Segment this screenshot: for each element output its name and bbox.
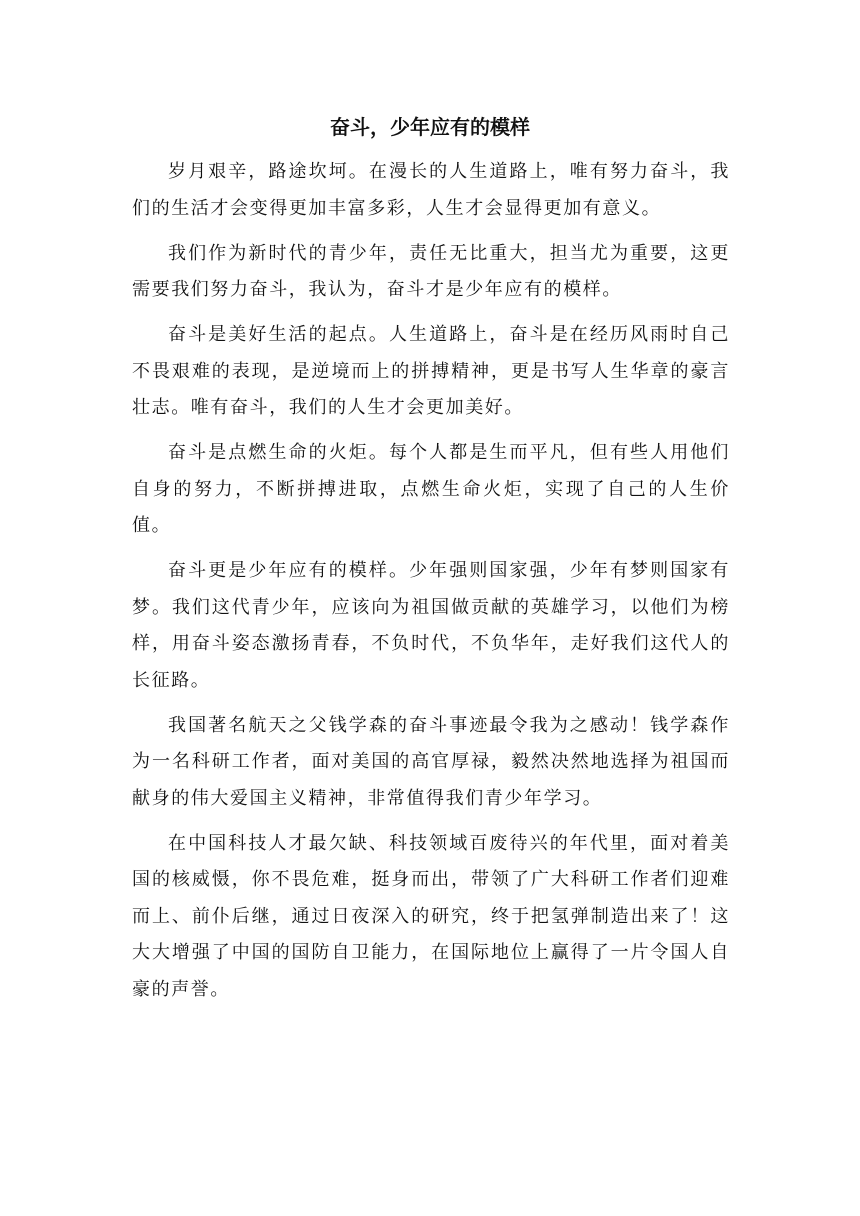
document-body: [132, 154, 730, 1017]
paragraph-2: 我们作为新时代的青少年，责任无比重大，担当尤为重要，这更需要我们努力奋斗，我认为，奋斗才是少年应有的模样。: [132, 242, 730, 300]
paragraph-3: 奋斗是美好生活的起点。人生道路上，奋斗是在经历风雨时自己不畏艰难的表现，是逆境而上的拼搏精神，更是书写人生华章的豪言壮志。唯有奋斗，我们的人生才会更加美好。: [132, 324, 730, 418]
paragraph-4: 奋斗是点燃生命的火炬。每个人都是生而平凡，但有些人用他们自身的努力，不断拼搏进取，点燃生命火炬，实现了自己的人生价值。: [132, 442, 730, 536]
paragraph-5: 奋斗更是少年应有的模样。少年强则国家强，少年有梦则国家有梦。我们这代青少年，应该向为祖国做贡献的英雄学习，以他们为榜样，用奋斗姿态激扬青春，不负时代，不负华年，走好我们这代人的长征路。: [132, 560, 730, 691]
paragraph-1: 岁月艰辛，路途坎坷。在漫长的人生道路上，唯有努力奋斗，我们的生活才会变得更加丰富多彩，人生才会显得更加有意义。: [132, 161, 730, 219]
document-title: 奋斗，少年应有的模样: [330, 115, 530, 139]
paragraph-6: 我国著名航天之父钱学森的奋斗事迹最令我为之感动！钱学森作为一名科研工作者，面对美国的高官厚禄，毅然决然地选择为祖国而献身的伟大爱国主义精神，非常值得我们青少年学习。: [132, 714, 730, 809]
paragraph-7: 在中国科技人才最欠缺、科技领域百废待兴的年代里，面对着美国的核威慑，你不畏危难，挺身而出，带领了广大科研工作者们迎难而上、前仆后继，通过日夜深入的研究，终于把氢弹制造出来了！这大大增强了中国的国防自卫能力，在国际地位上赢得了一片令国人自豪的声誉。: [132, 832, 730, 1000]
